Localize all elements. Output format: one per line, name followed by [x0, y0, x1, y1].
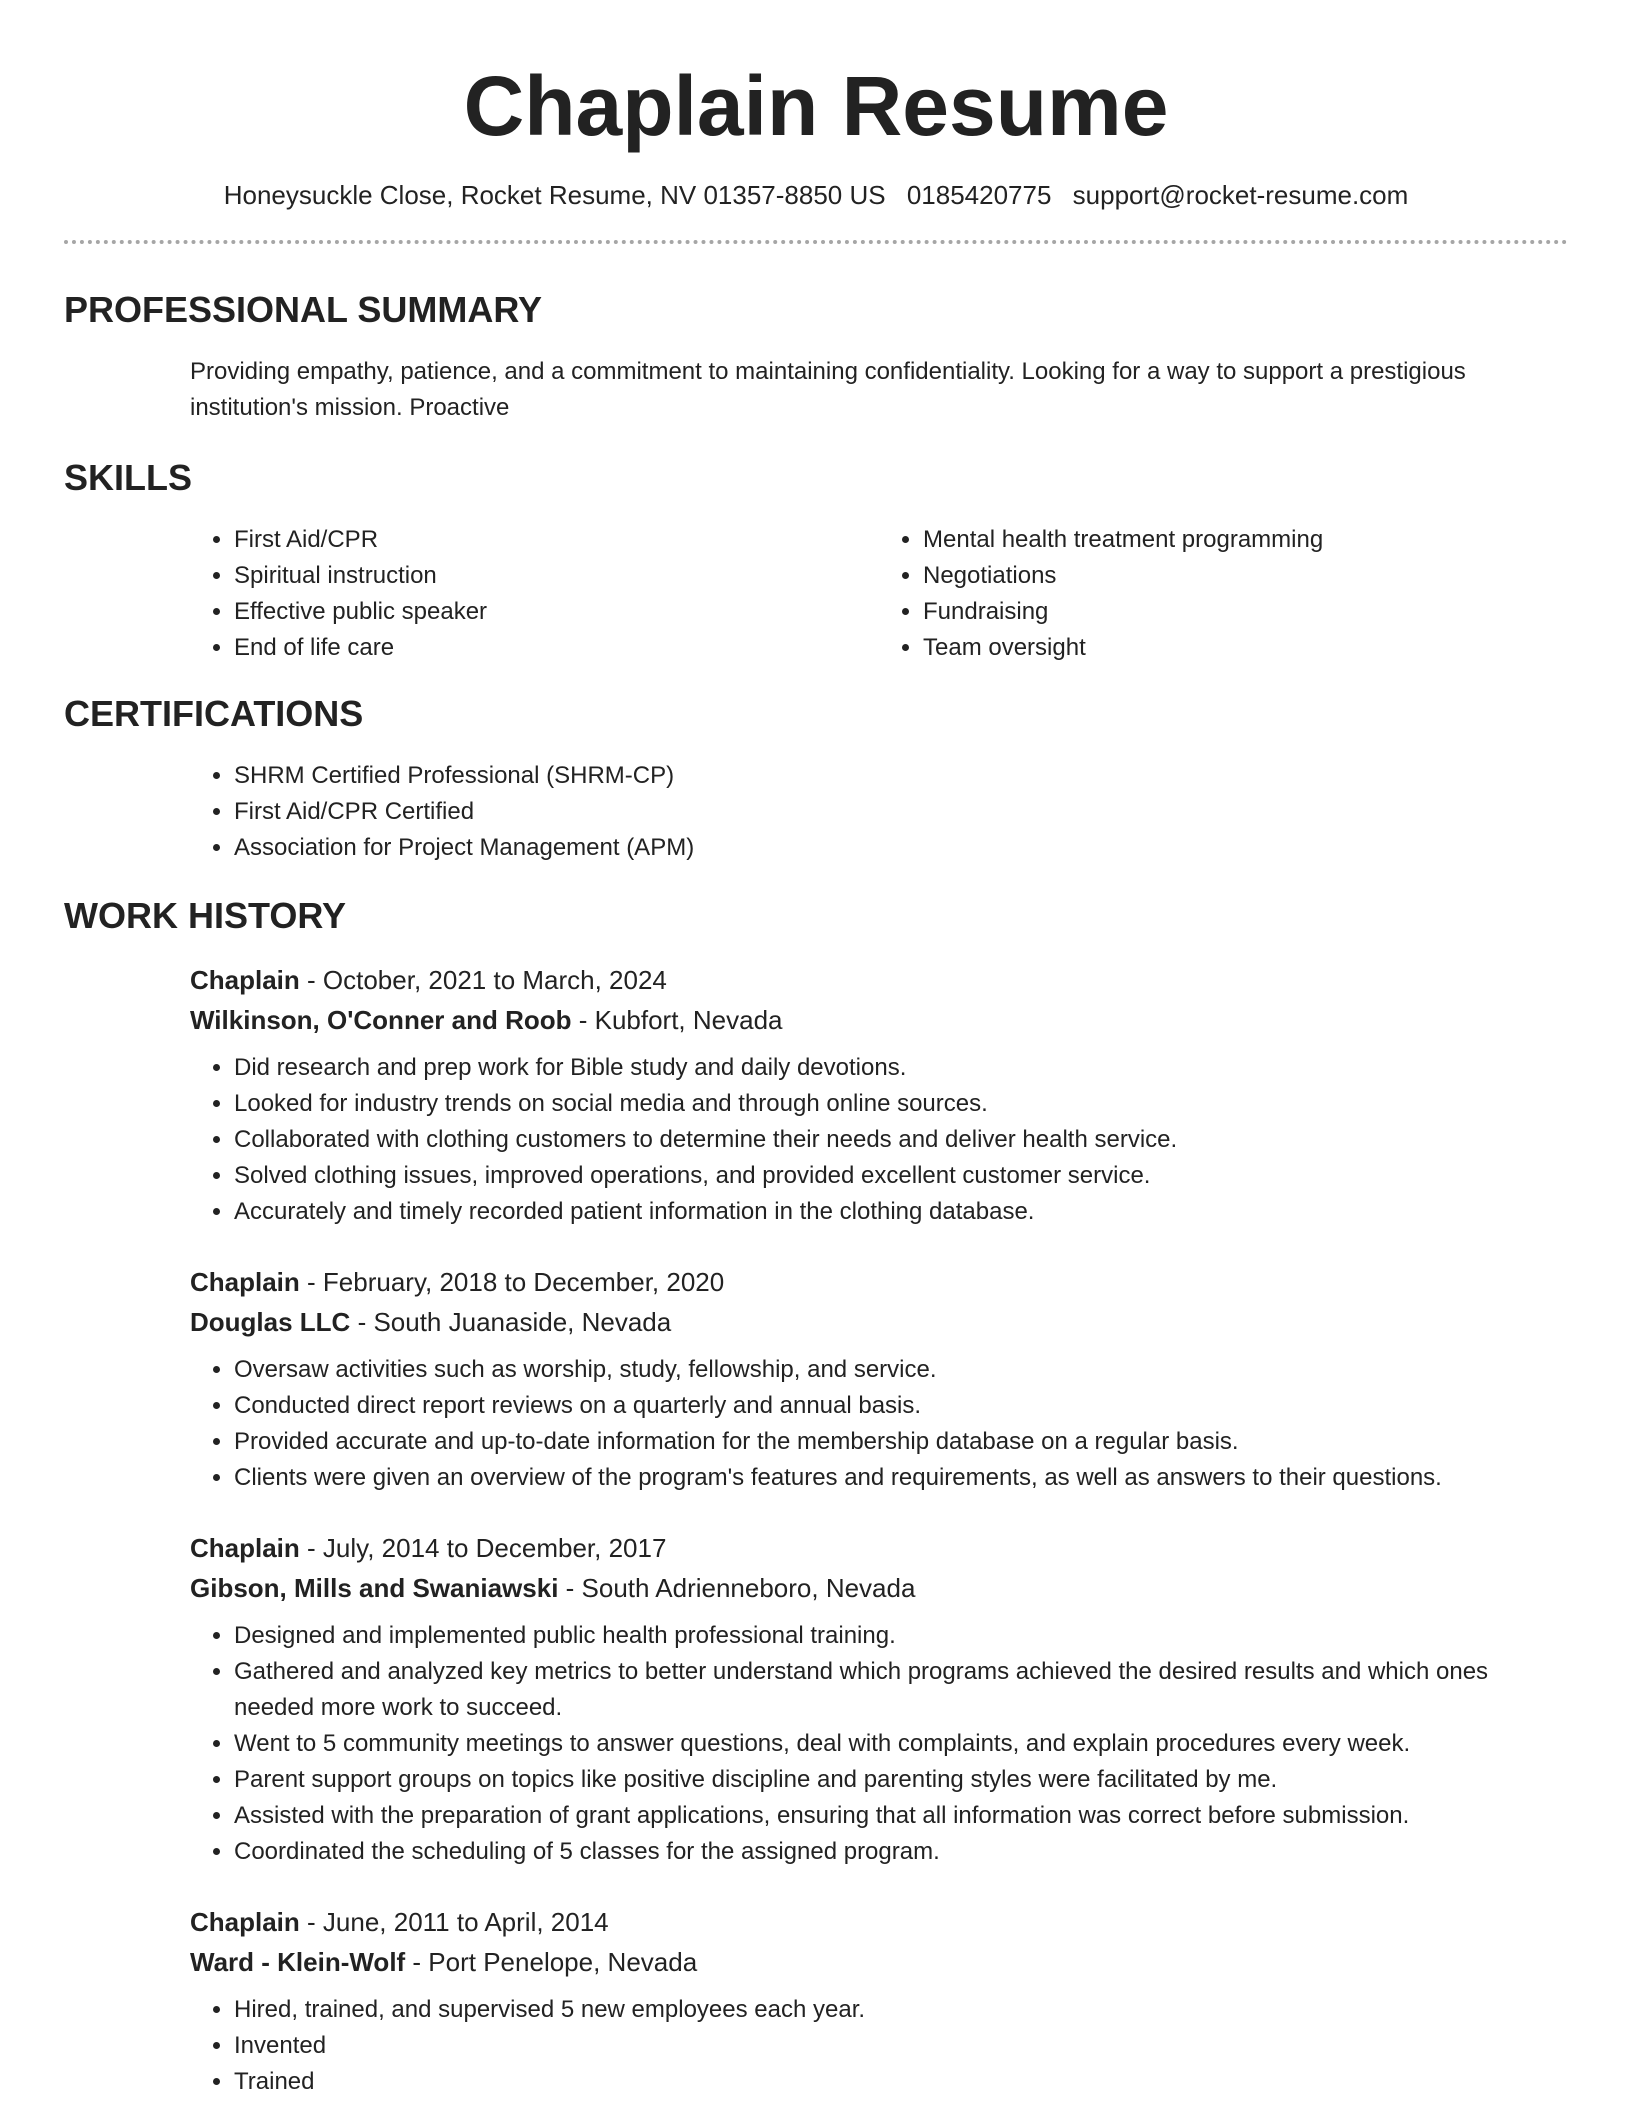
- summary-heading: PROFESSIONAL SUMMARY: [64, 289, 543, 330]
- job-duty: • Provided accurate and up-to-date information for the membership database on a regular basis.: [234, 1424, 1568, 1460]
- job-dates: - July, 2014 to December, 2017: [299, 1533, 667, 1563]
- certifications-list: [190, 758, 1568, 866]
- job-entry: [190, 1262, 1568, 1496]
- job-title: Chaplain: [190, 1533, 300, 1563]
- job-title-line: [190, 1262, 1568, 1302]
- skill-item: • Spiritual instruction: [234, 558, 879, 594]
- job-duty: • Gathered and analyzed key metrics to better understand which programs achieved the desired results and which ones needed more work to succeed.: [234, 1654, 1568, 1726]
- job-dates: - October, 2021 to March, 2024: [299, 965, 667, 995]
- job-title-line: [190, 960, 1568, 1000]
- job-company: Wilkinson, O'Conner and Roob: [190, 1005, 572, 1035]
- job-duty: • Conducted direct report reviews on a quarterly and annual basis.: [234, 1388, 1568, 1424]
- contact-address: Honeysuckle Close, Rocket Resume, NV 01357-8850 US: [223, 180, 886, 210]
- job-duties-list: [190, 1618, 1568, 1870]
- skill-item: • Team oversight: [923, 630, 1568, 666]
- job-company-line: [190, 1942, 1568, 1982]
- job-duty: • Oversaw activities such as worship, study, fellowship, and service.: [234, 1352, 1568, 1388]
- job-duty: • Collaborated with clothing customers to determine their needs and deliver health service.: [234, 1122, 1568, 1158]
- section-skills: [64, 456, 1568, 666]
- job-duty: • Did research and prep work for Bible study and daily devotions.: [234, 1050, 1568, 1086]
- page-title: Chaplain Resume: [463, 59, 1169, 153]
- skill-item: • Mental health treatment programming: [923, 522, 1568, 558]
- job-title: Chaplain: [190, 965, 300, 995]
- job-entry: [190, 1528, 1568, 1870]
- skill-item: • Negotiations: [923, 558, 1568, 594]
- job-location: - Port Penelope, Nevada: [405, 1947, 698, 1977]
- contact-line: [64, 178, 1568, 212]
- job-dates: - June, 2011 to April, 2014: [299, 1907, 609, 1937]
- job-company: Gibson, Mills and Swaniawski: [190, 1573, 559, 1603]
- section-professional-summary: [64, 288, 1568, 426]
- job-duty: • Solved clothing issues, improved operations, and provided excellent customer service.: [234, 1158, 1568, 1194]
- job-dates: - February, 2018 to December, 2020: [299, 1267, 725, 1297]
- contact-email[interactable]: support@rocket-resume.com: [1072, 180, 1409, 210]
- work-history-heading: WORK HISTORY: [64, 895, 347, 936]
- job-duty: • Accurately and timely recorded patient information in the clothing database.: [234, 1194, 1568, 1230]
- certification-item: • Association for Project Management (APM): [234, 830, 1568, 866]
- certification-item: • SHRM Certified Professional (SHRM-CP): [234, 758, 1568, 794]
- job-company: Ward - Klein-Wolf: [190, 1947, 406, 1977]
- job-company-line: [190, 1000, 1568, 1040]
- job-title: Chaplain: [190, 1907, 300, 1937]
- job-duties-list: [190, 1050, 1568, 1230]
- job-duty: • Designed and implemented public health professional training.: [234, 1618, 1568, 1654]
- job-duty: • Clients were given an overview of the program's features and requirements, as well as answers to their questions.: [234, 1460, 1568, 1496]
- contact-phone: 0185420775: [906, 180, 1052, 210]
- skills-list-right: [879, 522, 1568, 666]
- job-duty: • Trained: [234, 2064, 1568, 2100]
- job-duty: • Hired, trained, and supervised 5 new employees each year.: [234, 1992, 1568, 2028]
- summary-text: Providing empathy, patience, and a commitment to maintaining confidentiality. Looking for a way to support a prestigious institution's mission. Proactive: [190, 358, 1466, 421]
- skills-heading: SKILLS: [64, 457, 193, 498]
- skills-list-left: [190, 522, 879, 666]
- job-entry: [190, 1902, 1568, 2100]
- job-title: Chaplain: [190, 1267, 300, 1297]
- job-duties-list: [190, 1992, 1568, 2100]
- skill-item: • First Aid/CPR: [234, 522, 879, 558]
- job-duties-list: [190, 1352, 1568, 1496]
- job-company-line: [190, 1568, 1568, 1608]
- job-duty: • Invented: [234, 2028, 1568, 2064]
- job-title-line: [190, 1528, 1568, 1568]
- job-location: - South Juanaside, Nevada: [350, 1307, 672, 1337]
- job-title-line: [190, 1902, 1568, 1942]
- job-location: - Kubfort, Nevada: [571, 1005, 783, 1035]
- job-entry: [190, 960, 1568, 1230]
- section-certifications: [64, 692, 1568, 866]
- job-duty: • Coordinated the scheduling of 5 classes for the assigned program.: [234, 1834, 1568, 1870]
- job-location: - South Adrienneboro, Nevada: [558, 1573, 916, 1603]
- skills-grid: [190, 522, 1568, 666]
- job-duty: • Went to 5 community meetings to answer questions, deal with complaints, and explain procedures every week.: [234, 1726, 1568, 1762]
- job-duty: • Parent support groups on topics like positive discipline and parenting styles were facilitated by me.: [234, 1762, 1568, 1798]
- skill-item: • Effective public speaker: [234, 594, 879, 630]
- job-company-line: [190, 1302, 1568, 1342]
- certification-item: • First Aid/CPR Certified: [234, 794, 1568, 830]
- header-divider: [64, 240, 1568, 244]
- section-work-history: [64, 894, 1568, 2100]
- skill-item: • Fundraising: [923, 594, 1568, 630]
- certifications-heading: CERTIFICATIONS: [64, 693, 364, 734]
- skill-item: • End of life care: [234, 630, 879, 666]
- job-duty: • Looked for industry trends on social media and through online sources.: [234, 1086, 1568, 1122]
- job-duty: • Assisted with the preparation of grant applications, ensuring that all information was correct before submission.: [234, 1798, 1568, 1834]
- job-company: Douglas LLC: [190, 1307, 351, 1337]
